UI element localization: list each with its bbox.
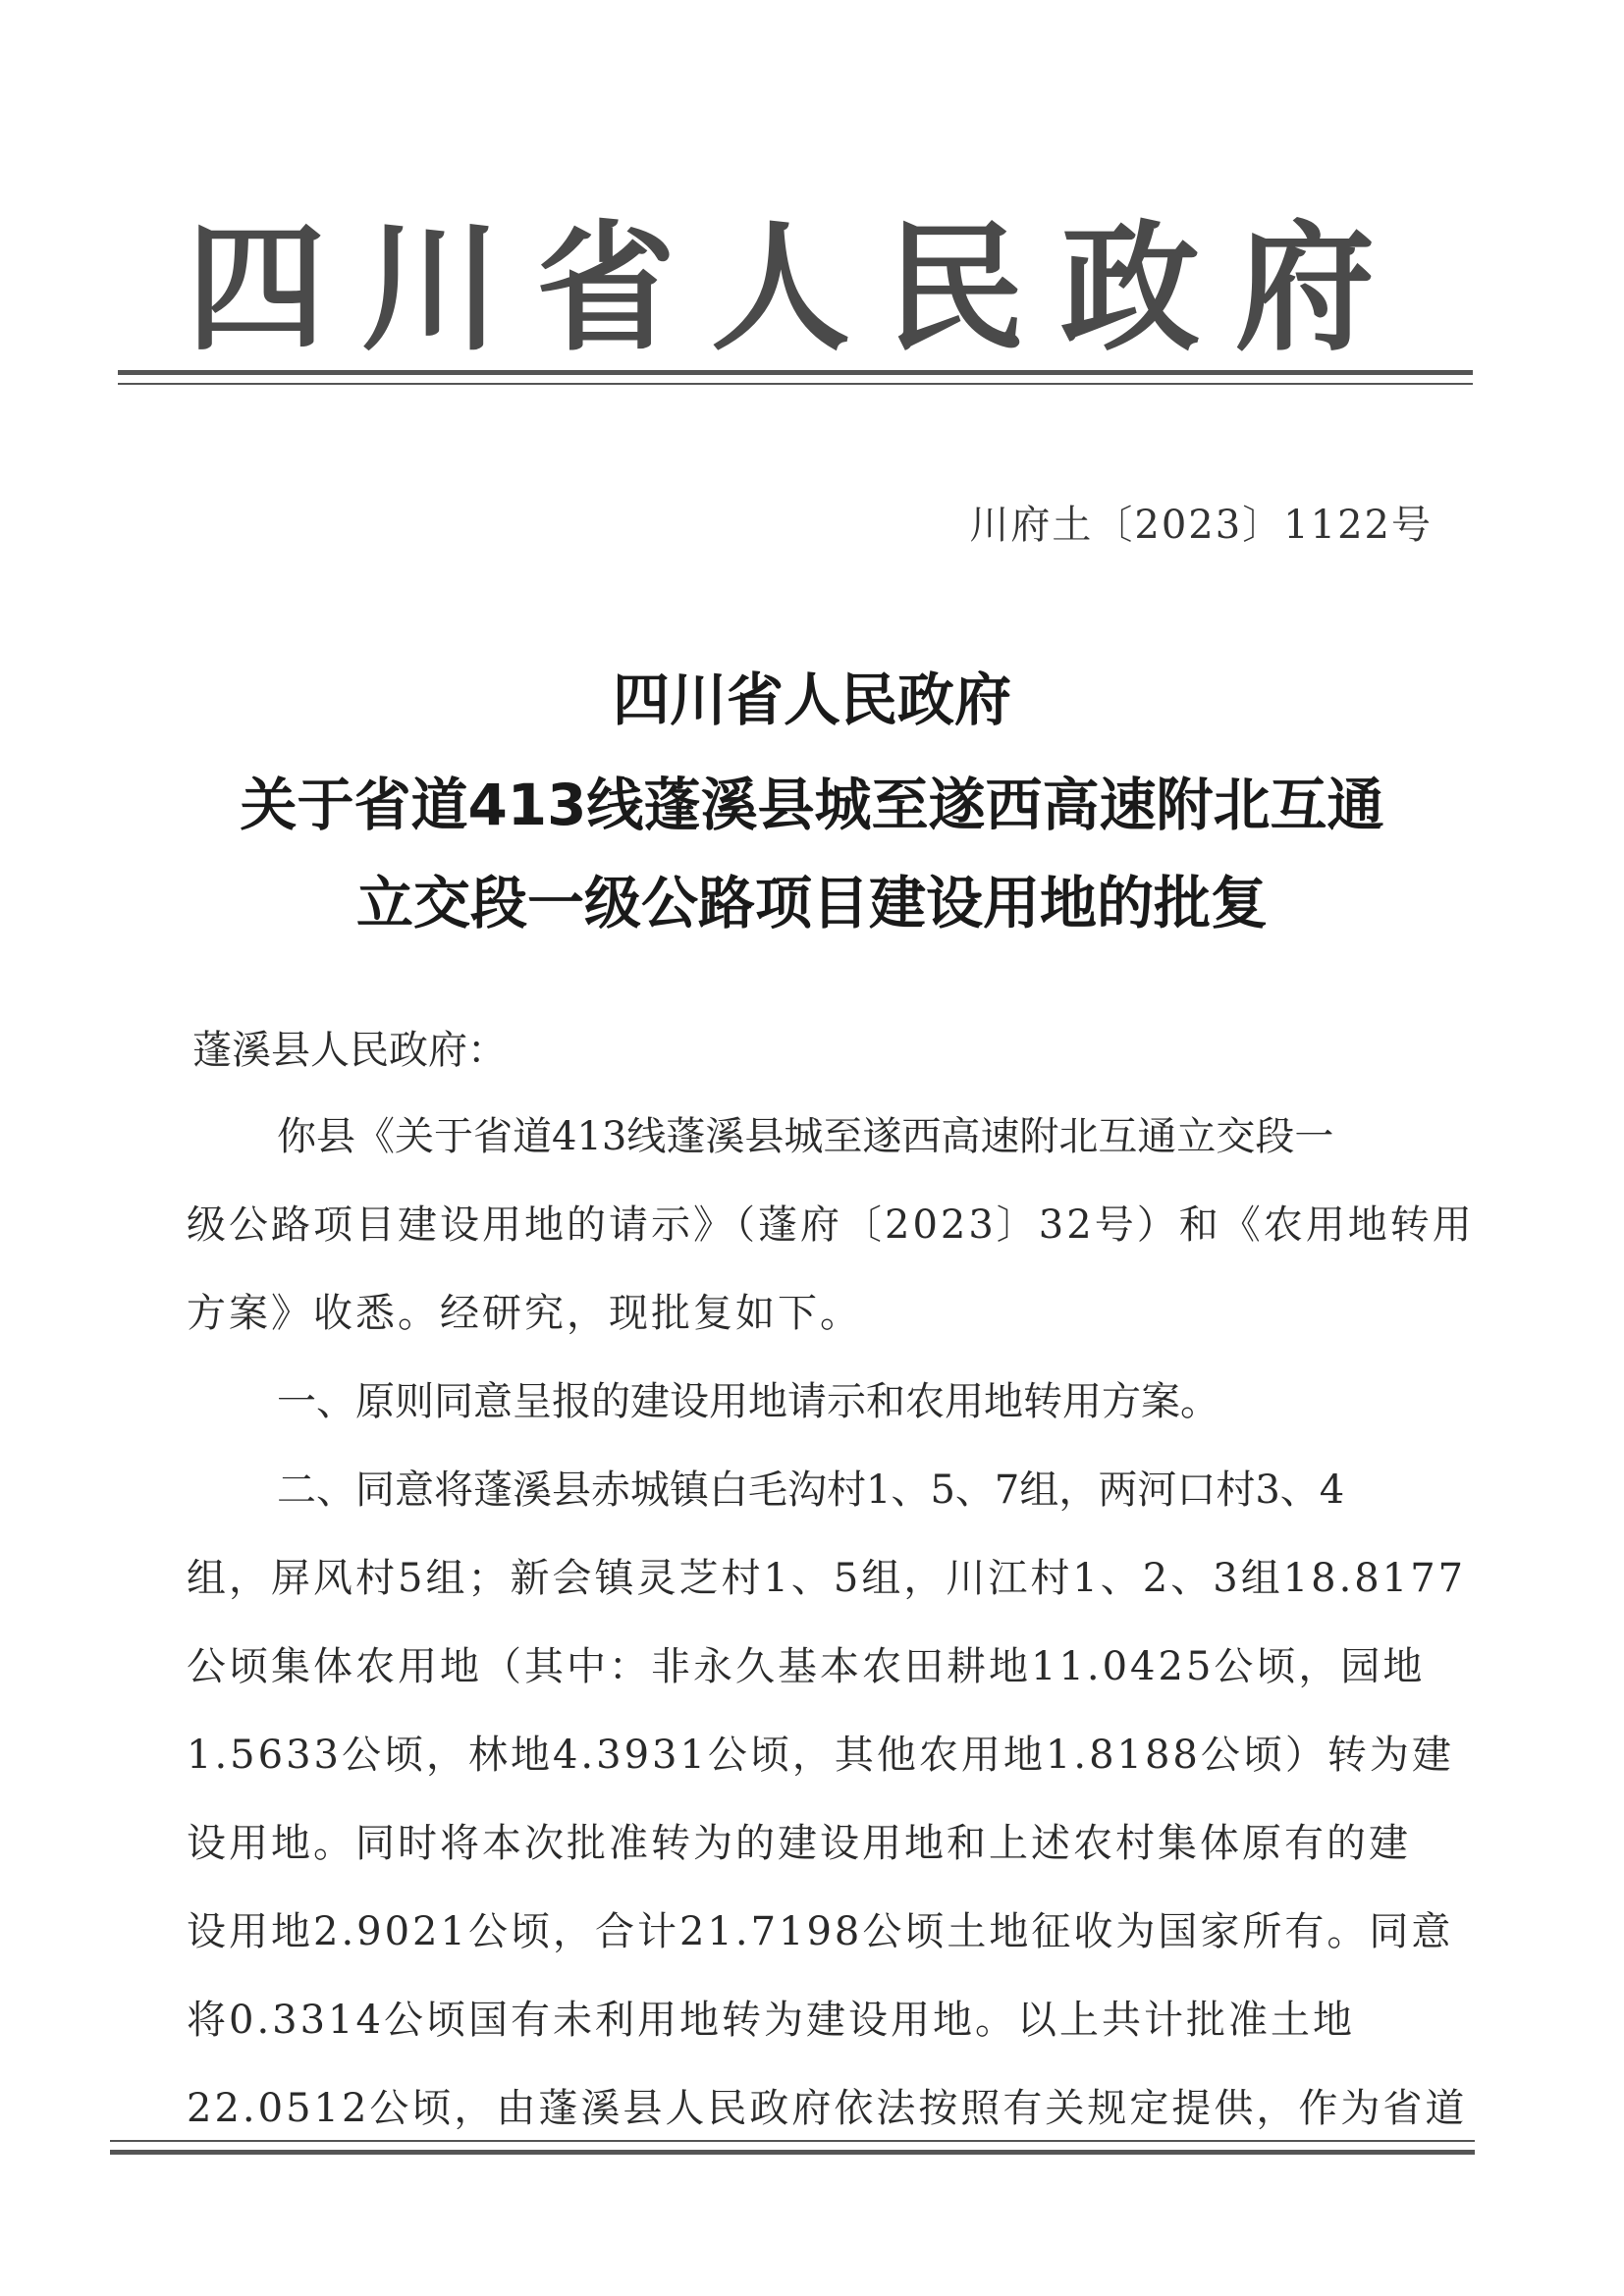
body-line-3: 方案》收悉。经研究，现批复如下。 <box>187 1291 862 1336</box>
addressee: 蓬溪县人民政府： <box>192 1028 507 1073</box>
body-line-4: 一、原则同意呈报的建设用地请示和农用地转用方案。 <box>277 1379 1219 1424</box>
footer-rule-thick <box>110 2150 1475 2155</box>
body-line-12: 22.0512公顷，由蓬溪县人民政府依法按照有关规定提供，作为省道 <box>187 2086 1468 2131</box>
body-line-6: 组，屏风村5组；新会镇灵芝村1、5组，川江村1、2、3组18.8177 <box>187 1556 1467 1601</box>
masthead-rule-thick <box>118 370 1473 375</box>
document-number: 川府土〔2023〕1122号 <box>969 503 1433 548</box>
body-line-1: 你县《关于省道413线蓬溪县城至遂西高速附北互通立交段一 <box>277 1114 1334 1159</box>
body-line-10: 设用地2.9021公顷，合计21.7198公顷土地征收为国家所有。同意 <box>187 1909 1454 1954</box>
body-line-11: 将0.3314公顷国有未利用地转为建设用地。以上共计批准土地 <box>187 1998 1355 2043</box>
title-line-1: 四川省人民政府 <box>612 667 1011 733</box>
body-line-9: 设用地。同时将本次批准转为的建设用地和上述农村集体原有的建 <box>187 1821 1411 1866</box>
issuer-masthead: 四川省人民政府 <box>187 208 1410 370</box>
masthead-rule-thin <box>118 383 1473 385</box>
body-line-7: 公顷集体农用地（其中：非永久基本农田耕地11.0425公顷，园地 <box>187 1644 1426 1689</box>
title-line-3: 立交段一级公路项目建设用地的批复 <box>355 870 1268 936</box>
title-line-2: 关于省道413线蓬溪县城至遂西高速附北互通 <box>240 772 1384 838</box>
body-line-8: 1.5633公顷，林地4.3931公顷，其他农用地1.8188公顷）转为建 <box>187 1733 1454 1778</box>
body-line-2: 级公路项目建设用地的请示》（蓬府〔2023〕32号）和《农用地转用 <box>187 1202 1475 1248</box>
footer-rule-thin <box>110 2140 1475 2142</box>
body-line-5: 二、同意将蓬溪县赤城镇白毛沟村1、5、7组，两河口村3、4 <box>277 1468 1345 1513</box>
